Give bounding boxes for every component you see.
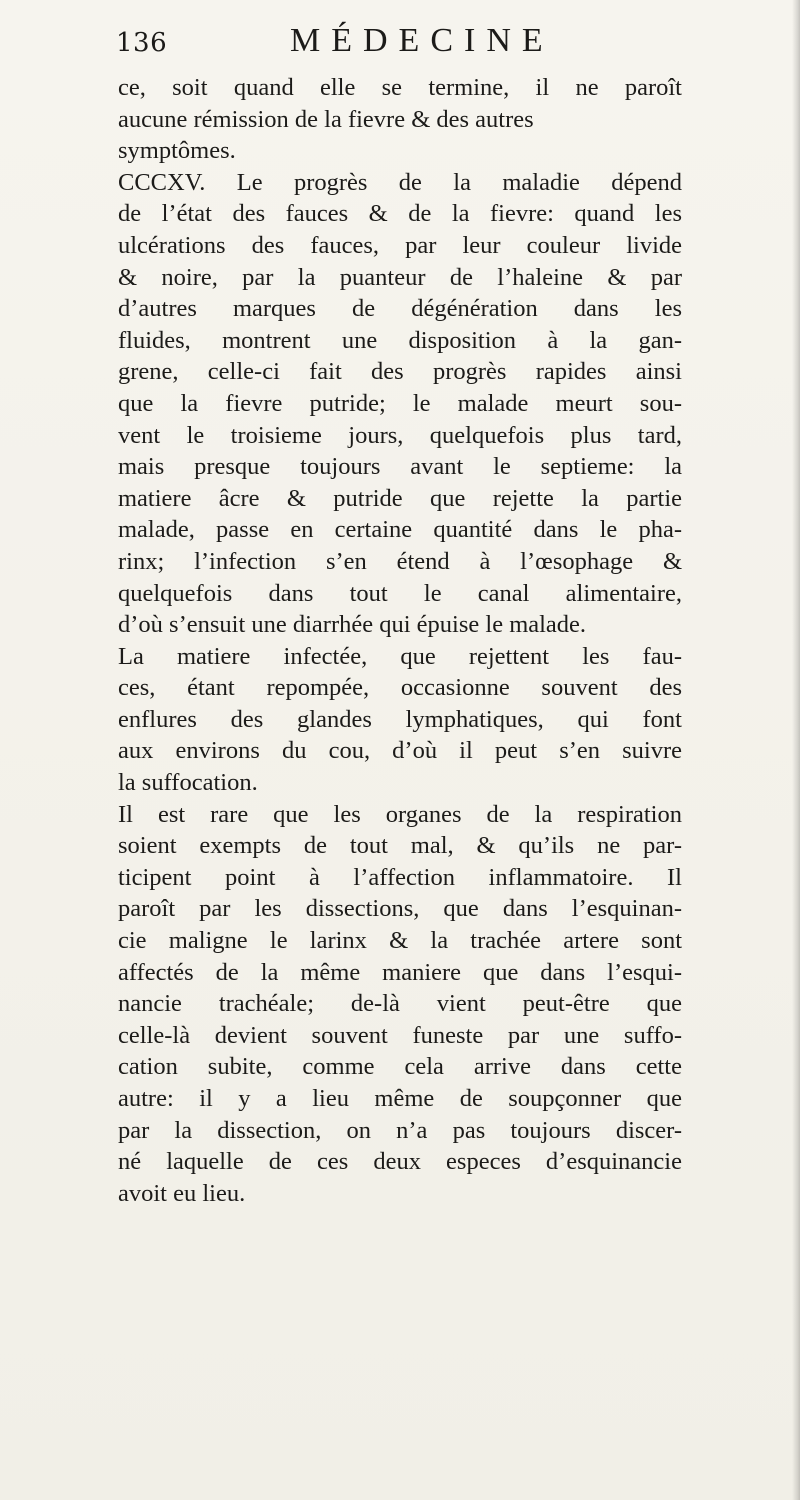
text-line: soient exempts de tout mal, & qu’ils ne par- [118, 832, 682, 860]
text-line: né laquelle de ces deux especes d’esquinancie [118, 1148, 682, 1176]
text-line: grene, celle-ci fait des progrès rapides ainsi [118, 358, 682, 386]
page-edge-shadow [792, 0, 800, 1500]
text-line: rinx; l’infection s’en étend à l’œsophage & [118, 547, 682, 575]
text-line: ces, étant repompée, occasionne souvent des [118, 674, 682, 702]
page-number: 136 [116, 28, 168, 58]
text-line: d’où s’ensuit une diarrhée qui épuise le malade. [118, 611, 587, 639]
text-line: malade, passe en certaine quantité dans le pha- [118, 516, 682, 544]
text-line: cie maligne le larinx & la trachée artere sont [118, 927, 682, 955]
text-line: aux environs du cou, d’où il peut s’en suivre [118, 737, 682, 765]
text-line: paroît par les dissections, que dans l’esquinan- [118, 895, 682, 923]
text-line: nancie trachéale; de-là vient peut-être que [118, 990, 682, 1018]
text-line: fluides, montrent une disposition à la gan- [118, 326, 682, 354]
page-header [116, 22, 596, 68]
text-line: affectés de la même maniere que dans l’esqui- [118, 958, 682, 986]
text-line: aucune rémission de la fievre & des autres [118, 105, 534, 133]
text-line: celle-là devient souvent funeste par une suffo- [118, 1021, 682, 1049]
text-line: Il est rare que les organes de la respiration [118, 800, 682, 828]
text-line: CCCXV. Le progrès de la maladie dépend [118, 168, 682, 196]
text-line: avoit eu lieu. [118, 1179, 246, 1207]
text-line: matiere âcre & putride que rejette la partie [118, 484, 682, 512]
text-line: autre: il y a lieu même de soupçonner que [118, 1085, 682, 1112]
text-line: d’autres marques de dégénération dans les [118, 295, 682, 323]
text-line: que la fievre putride; le malade meurt sou- [118, 389, 682, 417]
text-line: de l’état des fauces & de la fievre: quand les [118, 200, 682, 228]
text-line: vent le troisieme jours, quelquefois plus tard, [118, 421, 682, 449]
text-line: ce, soit quand elle se termine, il ne paroît [118, 74, 682, 101]
text-line: par la dissection, on n’a pas toujours discer- [118, 1116, 682, 1144]
text-line: la suffocation. [118, 769, 258, 797]
text-line: symptômes. [118, 137, 236, 165]
body-text [118, 72, 682, 1209]
text-line: enflures des glandes lymphatiques, qui font [118, 705, 682, 733]
text-line: quelquefois dans tout le canal alimentaire, [118, 579, 682, 607]
text-line: mais presque toujours avant le septieme: la [118, 453, 682, 481]
text-line: ticipent point à l’affection inflammatoire. Il [118, 863, 682, 891]
text-line: cation subite, comme cela arrive dans cette [118, 1053, 682, 1081]
running-head: MÉDECINE [290, 22, 554, 59]
text-line: La matiere infectée, que rejettent les fau- [118, 642, 682, 670]
text-line: ulcérations des fauces, par leur couleur livide [118, 231, 682, 259]
text-line: & noire, par la puanteur de l’haleine & par [118, 263, 682, 291]
